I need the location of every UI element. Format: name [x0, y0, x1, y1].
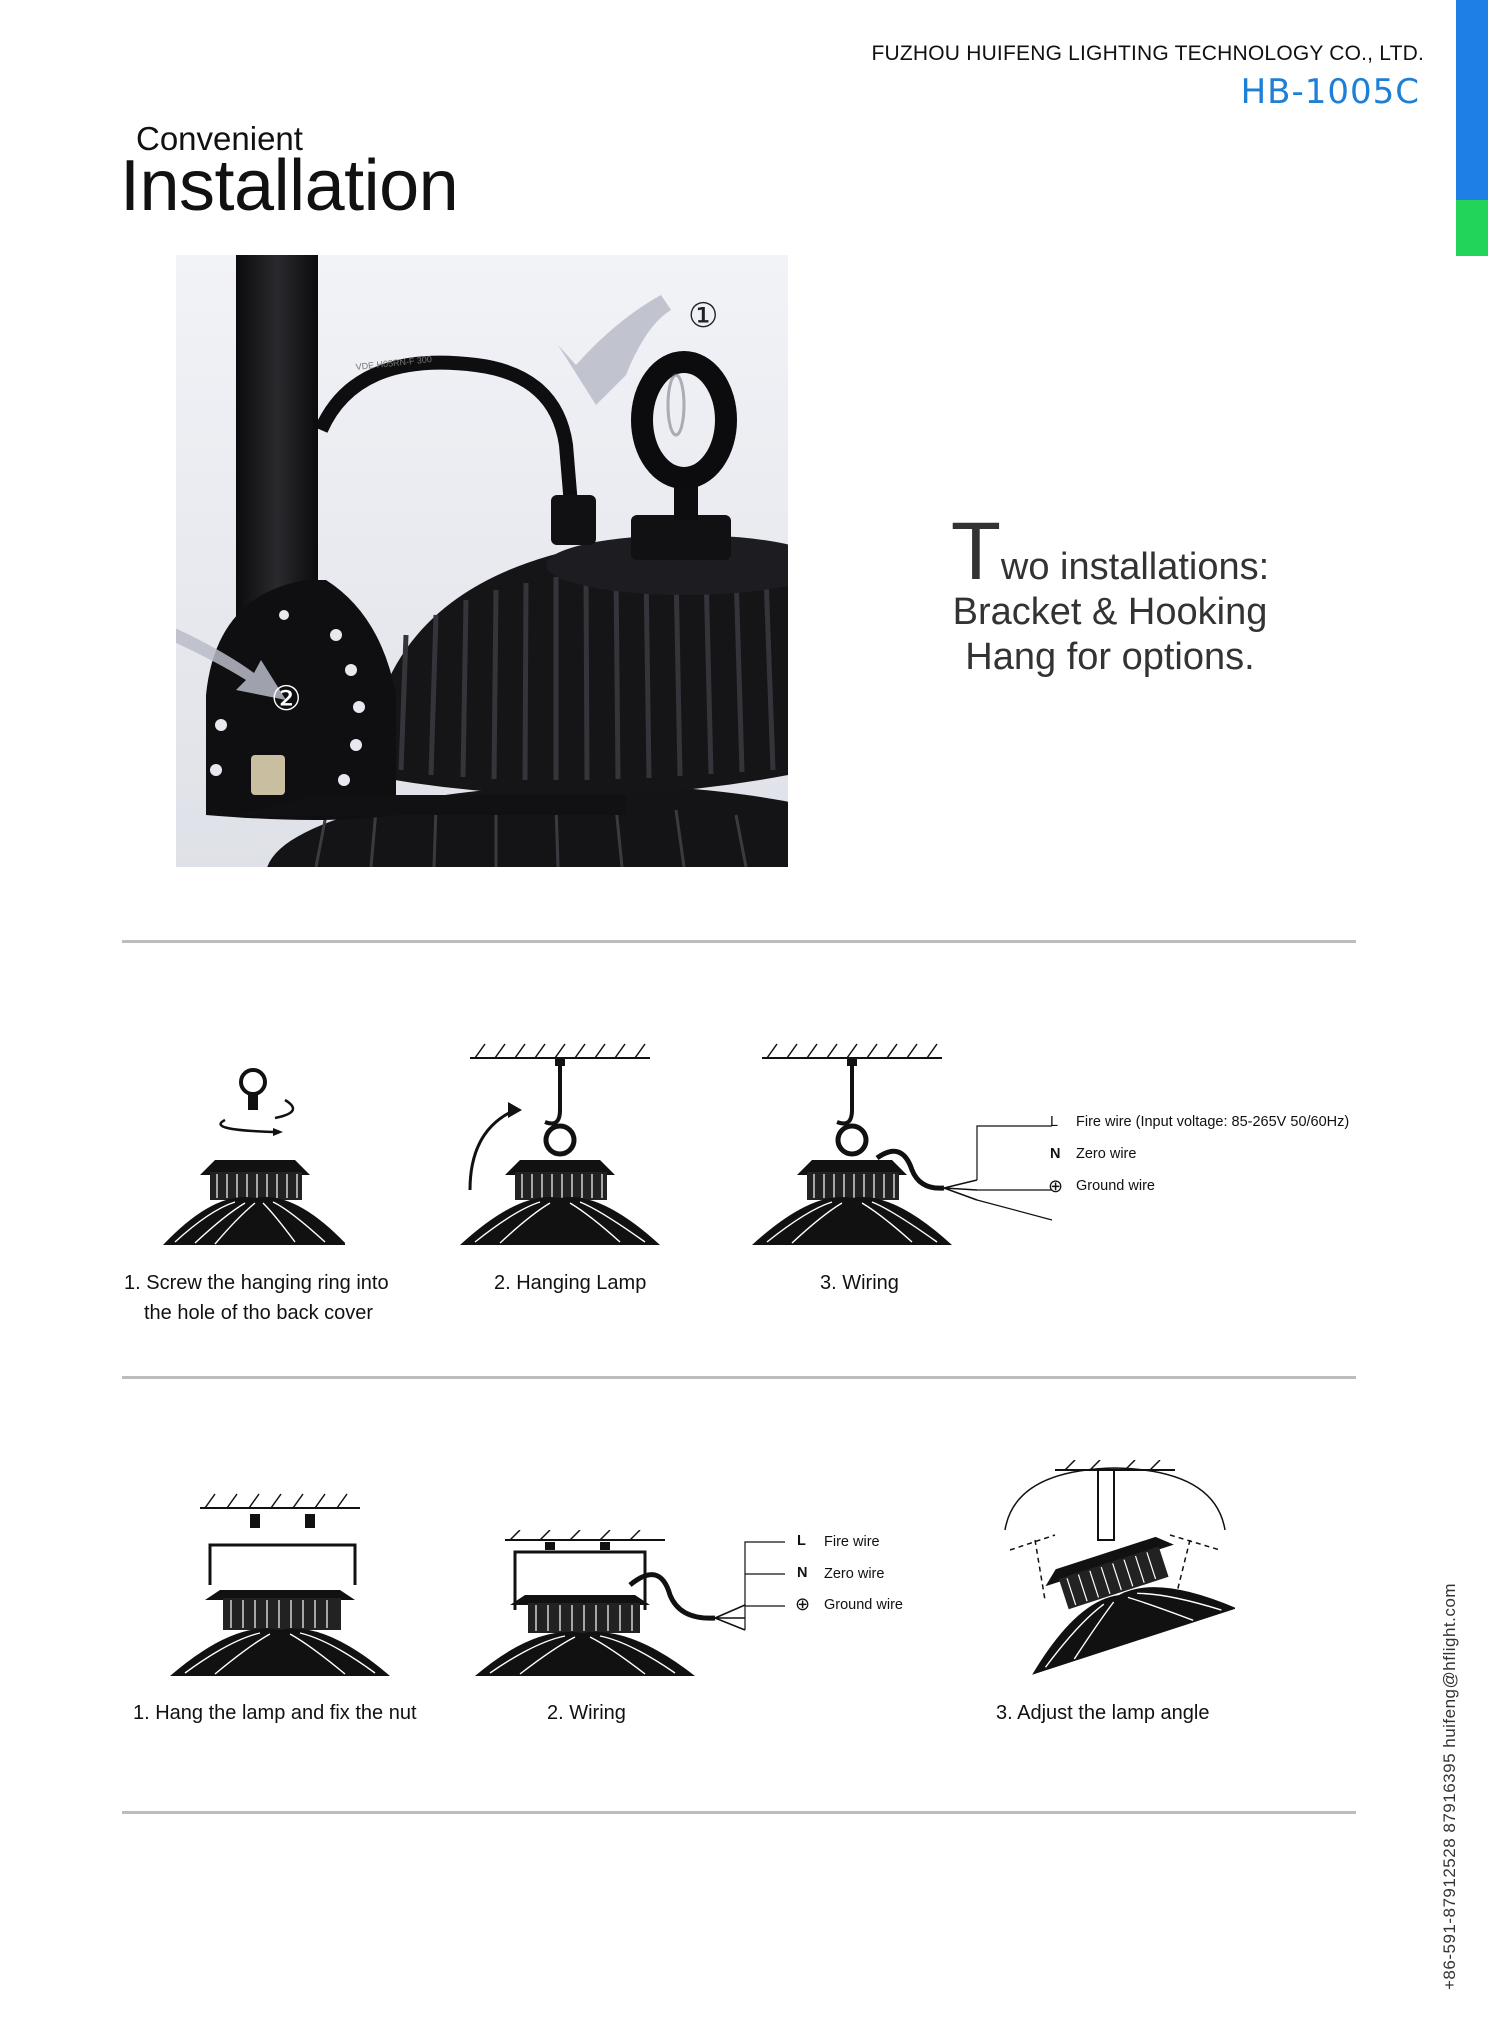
side-accent-bar-blue [1456, 0, 1488, 200]
hook-step2-diagram [460, 1040, 660, 1250]
contact-info: +86-591-87912528 87916395 huifeng@hflight.com [1440, 1583, 1459, 1990]
hook-wire-L-code: L [1050, 1114, 1059, 1130]
hook-step1-caption-line2: the hole of tho back cover [144, 1302, 374, 1324]
bracket-wire-N-code: N [797, 1565, 808, 1581]
tagline-line1: wo installations: [1000, 546, 1270, 588]
tagline [900, 506, 1320, 680]
marker-1: ① [688, 297, 719, 335]
divider-2 [122, 1376, 1356, 1379]
hook-wire-L-label: Fire wire (Input voltage: 85-265V 50/60Hz) [1076, 1114, 1350, 1130]
hook-wire-ground-code: ⊕ [1048, 1176, 1064, 1196]
hook-wire-N-label: Zero wire [1076, 1146, 1137, 1162]
bracket-wire-L-label: Fire wire [824, 1534, 880, 1550]
bracket-wire-ground-label: Ground wire [824, 1597, 903, 1613]
product-photo [176, 255, 788, 867]
heading-convenient: Convenient [136, 120, 303, 157]
bracket-wire-L-code: L [797, 1533, 806, 1549]
heading-installation: Installation [120, 146, 459, 226]
tagline-cap-letter: T [950, 506, 1001, 597]
bracket-step1-diagram [165, 1490, 395, 1680]
hook-step3-caption: 3. Wiring [820, 1272, 899, 1294]
company-name: FUZHOU HUIFENG LIGHTING TECHNOLOGY CO., LTD. [871, 42, 1424, 65]
cable-print: VDE H05RN-F 300 [355, 354, 433, 372]
bracket-step2-caption: 2. Wiring [547, 1702, 626, 1724]
bracket-wire-N-label: Zero wire [824, 1566, 885, 1582]
bracket-step3-caption: 3. Adjust the lamp angle [996, 1702, 1210, 1724]
product-photo-illustration [176, 255, 788, 867]
tagline-line3: Hang for options. [965, 636, 1255, 678]
bracket-wire-ground-code: ⊕ [795, 1594, 811, 1614]
hook-step2-caption: 2. Hanging Lamp [494, 1272, 647, 1294]
tagline-line2: Bracket & Hooking [952, 591, 1268, 633]
hook-step3-diagram [752, 1040, 1062, 1250]
divider-3 [122, 1811, 1356, 1814]
marker-2: ② [271, 680, 302, 718]
bracket-step3-diagram [995, 1460, 1235, 1680]
bracket-step1-caption: 1. Hang the lamp and fix the nut [133, 1702, 417, 1724]
hook-step1-caption-line1: 1. Screw the hanging ring into [124, 1272, 389, 1294]
hook-wire-ground-label: Ground wire [1076, 1178, 1155, 1194]
side-accent-bar-green [1456, 200, 1488, 256]
hook-wire-N-code: N [1050, 1146, 1061, 1162]
divider-1 [122, 940, 1356, 943]
hook-step1-diagram [155, 1060, 345, 1250]
model-number: HB-1005C [1240, 72, 1420, 112]
